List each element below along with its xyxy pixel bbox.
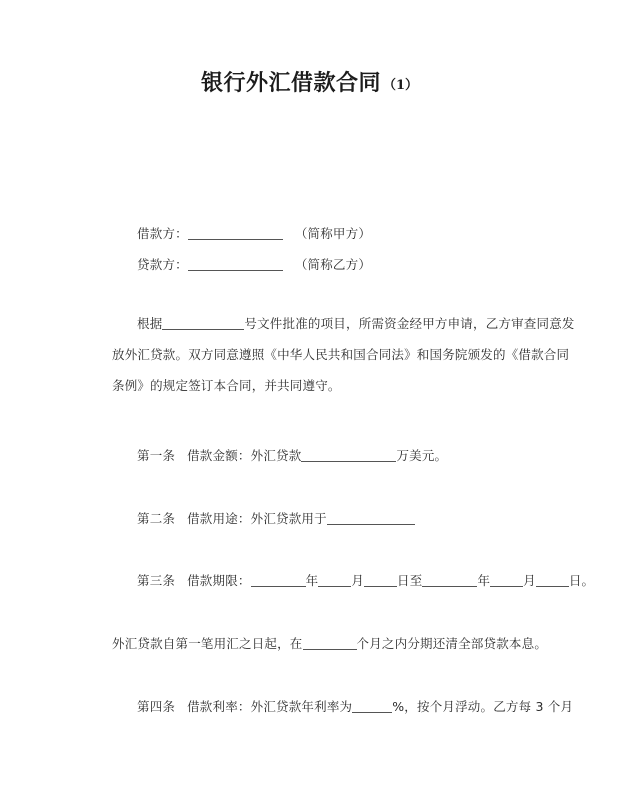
article-1-line <box>112 440 532 471</box>
page-title-main: 银行外汇借款合同 <box>200 70 381 96</box>
article-3-heading: 借款期限： <box>187 573 251 588</box>
borrower-line <box>112 218 532 249</box>
repayment-text-after: 个月之内分期还清全部贷款本息。 <box>356 636 548 651</box>
article-4-block <box>112 691 574 722</box>
preamble-line-1 <box>112 308 575 339</box>
article-1-block <box>112 440 532 471</box>
article-1-text-after: 万美元。 <box>396 448 448 463</box>
start-month-blank[interactable] <box>318 574 351 587</box>
article-2-line <box>112 503 532 534</box>
borrower-label: 借款方： <box>137 226 188 241</box>
preamble-line-1-after: 号文件批准的项目，所需资金经甲方申请，乙方审查同意发 <box>244 316 575 331</box>
article-4-heading: 借款利率： <box>187 699 251 714</box>
article-2-text-before: 外汇贷款用于 <box>250 511 327 526</box>
article-3-continuation-line <box>112 628 548 659</box>
start-day-unit: 日 <box>397 573 410 588</box>
article-3-line <box>112 565 595 596</box>
date-range-connector: 至 <box>409 573 423 588</box>
lender-note: （简称乙方） <box>294 257 372 272</box>
start-month-unit: 月 <box>351 573 365 588</box>
repayment-text-before: 外汇贷款自第一笔用汇之日起，在 <box>112 636 303 651</box>
preamble-line-1-before: 根据 <box>137 316 163 331</box>
article-3-number: 第三条 <box>137 573 176 588</box>
end-day-unit: 日 <box>568 573 582 588</box>
repayment-months-blank[interactable] <box>303 637 357 650</box>
article-2-block <box>112 503 532 534</box>
loan-purpose-blank[interactable] <box>327 512 415 525</box>
article-4-text-after: %，按个月浮动。乙方每 3 个月 <box>392 699 574 714</box>
article-1-number: 第一条 <box>137 448 176 463</box>
preamble-block <box>112 308 575 401</box>
end-month-unit: 月 <box>523 573 536 588</box>
lender-blank[interactable] <box>188 258 283 271</box>
article-1-text-before: 外汇贷款 <box>250 448 302 463</box>
end-year-blank[interactable] <box>422 574 477 587</box>
borrower-blank[interactable] <box>188 227 283 240</box>
preamble-line-3: 条例》的规定签订本合同，并共同遵守。 <box>112 378 341 393</box>
document-number-blank[interactable] <box>162 317 244 330</box>
page-title-suffix: （1） <box>382 78 419 93</box>
article-4-number: 第四条 <box>137 699 176 714</box>
article-3-block <box>112 565 595 596</box>
article-1-heading: 借款金额： <box>187 448 251 463</box>
end-month-blank[interactable] <box>490 574 523 587</box>
borrower-note: （简称甲方） <box>294 226 372 241</box>
end-day-blank[interactable] <box>536 574 569 587</box>
parties-block <box>112 218 532 280</box>
article-2-number: 第二条 <box>137 511 176 526</box>
lender-label: 贷款方： <box>137 257 188 272</box>
article-3-continuation-block <box>112 628 548 659</box>
lender-line <box>112 249 532 280</box>
article-4-text-before: 外汇贷款年利率为 <box>250 699 353 714</box>
preamble-line-2: 放外汇贷款。双方同意遵照《中华人民共和国合同法》和国务院颁发的《借款合同 <box>112 347 570 362</box>
loan-amount-blank[interactable] <box>301 449 396 462</box>
page-title <box>0 68 619 101</box>
article-3-terminator: 。 <box>581 573 595 588</box>
start-day-blank[interactable] <box>364 574 397 587</box>
interest-rate-blank[interactable] <box>352 700 392 713</box>
start-year-unit: 年 <box>305 573 319 588</box>
article-4-line <box>112 691 574 722</box>
end-year-unit: 年 <box>477 573 491 588</box>
article-2-heading: 借款用途： <box>187 511 251 526</box>
start-year-blank[interactable] <box>251 574 306 587</box>
